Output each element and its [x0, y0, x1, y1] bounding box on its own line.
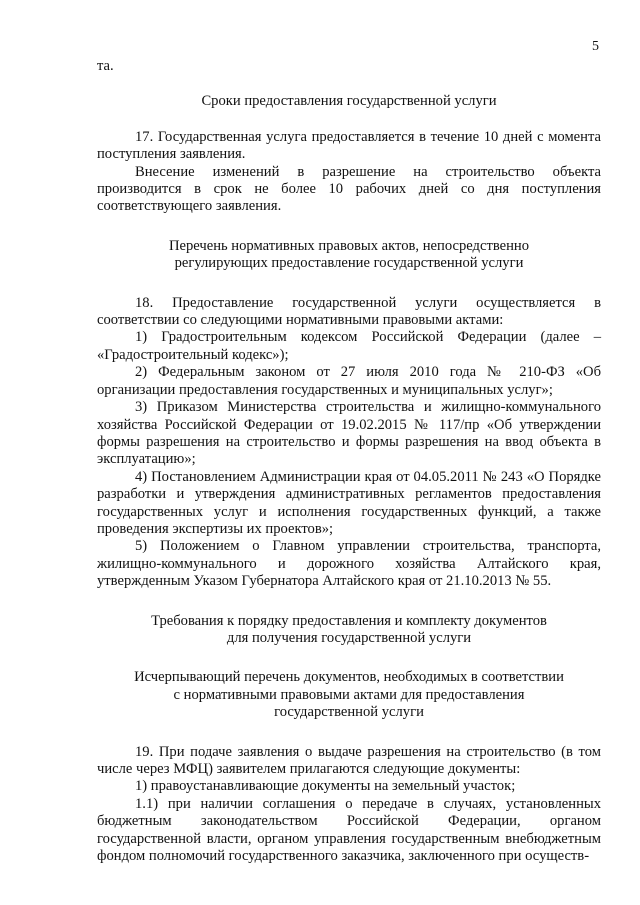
- act-item-3: 3) Приказом Министерства строительства и жилищно-коммунального хозяйства Российской Федерации от 19.02.2015 № 117/пр «Об утверждении формы разрешения на строительство и формы разрешения на ввод объекта в эксплуатацию»;: [97, 399, 601, 468]
- act-item-5: 5) Положением о Главном управлении строительства, транспорта, жилищно-коммунального и дорожного хозяйства Алтайского края, утвержденным Указом Губернатора Алтайского края от 21.10.2013 № 55.: [97, 538, 601, 590]
- heading-line: регулирующих предоставление государственной услуги: [174, 255, 524, 272]
- carryover-text: та.: [97, 58, 114, 74]
- heading-line: Исчерпывающий перечень документов, необходимых в соответствии: [134, 669, 564, 686]
- section-heading-acts: [97, 238, 601, 273]
- heading-line: Перечень нормативных правовых актов, непосредственно: [168, 237, 530, 254]
- document-body: [97, 58, 601, 865]
- document-item-1-1: 1.1) при наличии соглашения о передаче в случаях, установленных бюджетным законодательством Российской Федерации, органом государственной власти, органом управления государственным внебюджетным фондом полномочий государственного заказчика, заключенного при осуществ-: [97, 795, 601, 865]
- paragraph-18: 18. Предоставление государственной услуги осуществляется в соответствии со следующими нормативными правовыми актами:: [97, 294, 601, 329]
- heading-line: Требования к порядку предоставления и комплекту документов: [151, 612, 547, 629]
- page-number: 5: [592, 39, 599, 54]
- act-item-2: 2) Федеральным законом от 27 июля 2010 года № 210-ФЗ «Об организации предоставления государственных и муниципальных услуг»;: [97, 364, 601, 398]
- act-item-4: 4) Постановлением Администрации края от 04.05.2011 № 243 «О Порядке разработки и утверждения административных регламентов предоставления государственных услуг и исполнения государственных функций, а также проведения экспертизы их проектов»;: [97, 468, 601, 537]
- section-heading-requirements: [97, 613, 601, 648]
- section-heading-terms: Сроки предоставления государственной услуги: [201, 93, 497, 110]
- act-item-1: 1) Градостроительным кодексом Российской Федерации (далее – «Градостроительный кодекс»);: [97, 329, 601, 363]
- heading-line: с нормативными правовыми актами для предоставления: [173, 686, 525, 703]
- heading-line: государственной услуги: [274, 704, 424, 721]
- paragraph-17: 17. Государственная услуга предоставляется в течение 10 дней с момента поступления заявления.: [97, 128, 601, 163]
- heading-line: для получения государственной услуги: [226, 629, 472, 646]
- paragraph-19: 19. При подаче заявления о выдаче разрешения на строительство (в том числе через МФЦ) заявителем прилагаются следующие документы:: [97, 743, 601, 777]
- paragraph-changes: Внесение изменений в разрешение на строительство объекта производится в срок не более 10 рабочих дней со дня поступления соответствующего заявления.: [97, 163, 601, 215]
- section-heading-documents: [97, 669, 601, 721]
- document-item-1: 1) правоустанавливающие документы на земельный участок;: [135, 778, 516, 795]
